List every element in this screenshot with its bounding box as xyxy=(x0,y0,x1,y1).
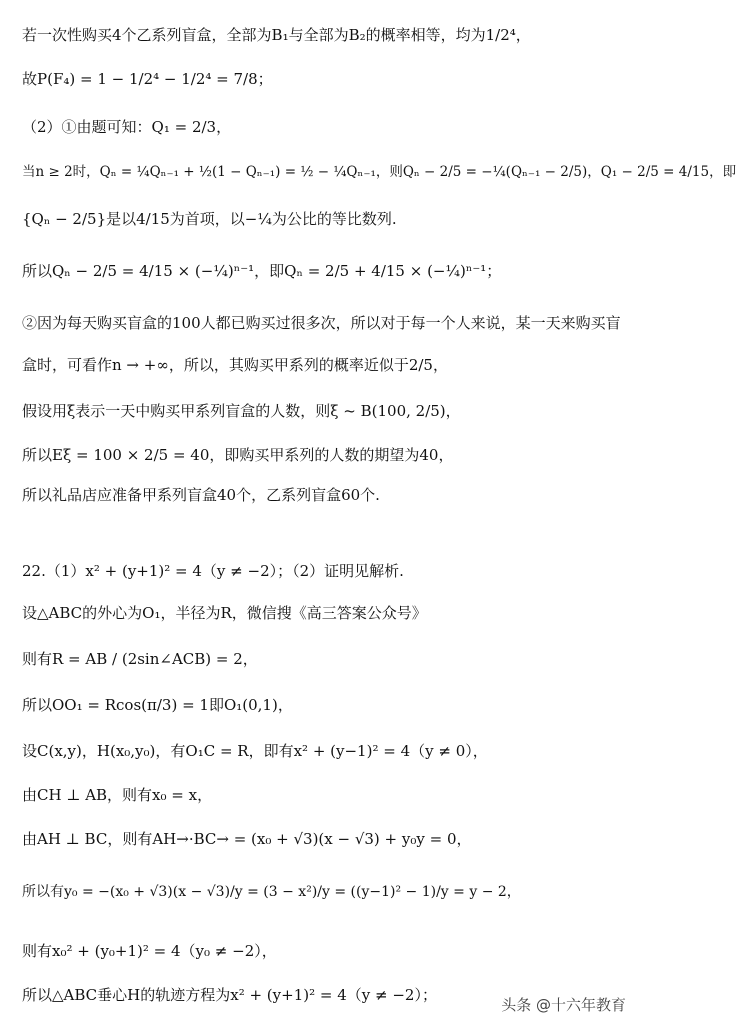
text-line-1: 若一次性购买4个乙系列盲盒，全部为B₁与全部为B₂的概率相等，均为1/2⁴， xyxy=(22,26,531,44)
text-line-11: 所以礼品店应准备甲系列盲盒40个，乙系列盲盒60个. xyxy=(22,486,380,504)
text-line-9: 假设用ξ表示一天中购买甲系列盲盒的人数，则ξ ~ B(100, 2/5)， xyxy=(22,402,461,420)
text-line-6: 所以Qₙ − 2/5 = 4/15 × (−¼)ⁿ⁻¹，即Qₙ = 2/5 + 4/15 × (−¼)ⁿ⁻¹； xyxy=(22,262,502,280)
text-line-14: 则有R = AB / (2sin∠ACB) = 2， xyxy=(22,650,258,668)
text-line-3: （2）①由题可知：Q₁ = 2/3， xyxy=(22,118,232,136)
text-line-2: 故P(F₄) = 1 − 1/2⁴ − 1/2⁴ = 7/8； xyxy=(22,70,273,88)
text-line-7: ②因为每天购买盲盒的100人都已购买过很多次，所以对于每一个人来说，某一天来购买盲 xyxy=(22,314,621,332)
text-line-20: 则有x₀² + (y₀+1)² = 4（y₀ ≠ −2）， xyxy=(22,942,277,960)
text-line-21: 所以△ABC垂心H的轨迹方程为x² + (y+1)² = 4（y ≠ −2）； xyxy=(22,986,437,1004)
watermark-label: 头条 @十六年教育 xyxy=(497,992,630,1017)
text-line-4: 当n ≥ 2时，Qₙ = ¼Qₙ₋₁ + ½(1 − Qₙ₋₁) = ½ − ¼Qₙ₋₁，则Qₙ − 2/5 = −¼(Qₙ₋₁ − 2/5)，Q₁ − 2/5 = 4/15，即 xyxy=(22,164,736,180)
text-line-16: 设C(x,y)，H(x₀,y₀)，有O₁C = R，即有x² + (y−1)² = 4（y ≠ 0）， xyxy=(22,742,488,760)
text-line-19: 所以有y₀ = −(x₀ + √3)(x − √3)/y = (3 − x²)/y = ((y−1)² − 1)/y = y − 2， xyxy=(22,884,521,900)
text-line-12: 22.（1）x² + (y+1)² = 4（y ≠ −2）；（2）证明见解析. xyxy=(22,562,404,580)
text-line-17: 由CH ⊥ AB，则有x₀ = x， xyxy=(22,786,213,804)
text-line-8: 盒时，可看作n → +∞，所以，其购买甲系列的概率近似于2/5， xyxy=(22,356,448,374)
text-line-13: 设△ABC的外心为O₁，半径为R，微信搜《高三答案公众号》 xyxy=(22,604,427,622)
text-line-18: 由AH ⊥ BC，则有AH→·BC→ = (x₀ + √3)(x − √3) + y₀y = 0， xyxy=(22,830,472,848)
text-line-5: {Qₙ − 2/5}是以4/15为首项，以−¼为公比的等比数列. xyxy=(22,210,397,228)
text-line-15: 所以OO₁ = Rcos(π/3) = 1即O₁(0,1)， xyxy=(22,696,293,714)
text-line-10: 所以Eξ = 100 × 2/5 = 40，即购买甲系列的人数的期望为40， xyxy=(22,446,454,464)
